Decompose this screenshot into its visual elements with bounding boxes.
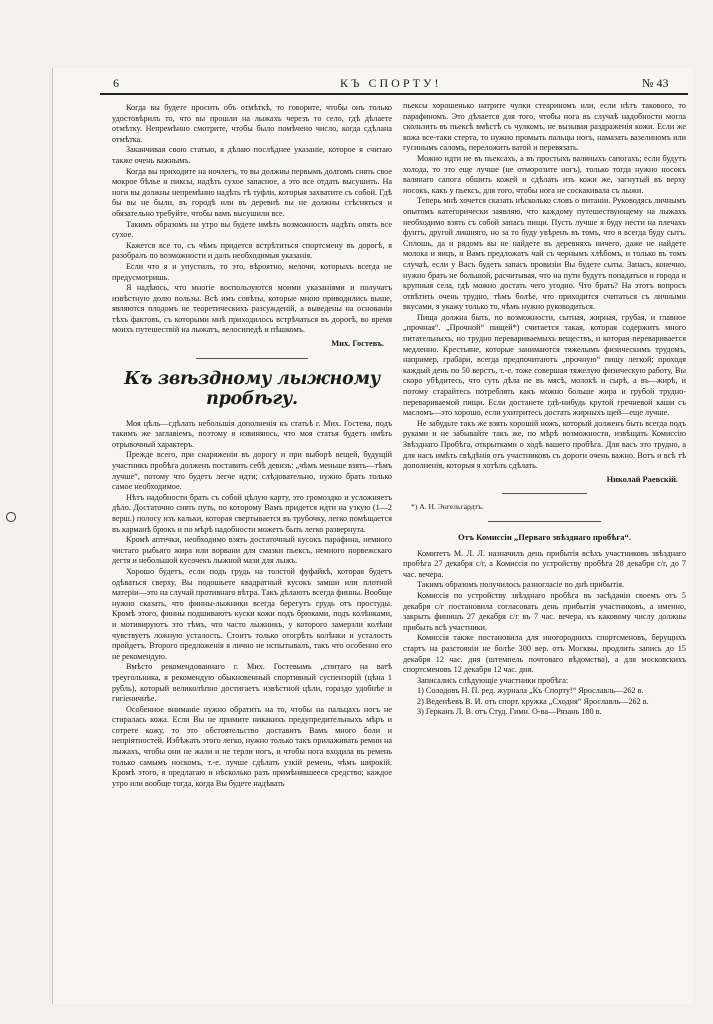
paragraph: Можно идти не въ пьексахъ, а въ простыхъ валяныхъ сапогахъ; если будутъ холода, то это еще лучше (не отморозите ногъ), только тогда нужно носокъ валянаго сапога обшить кожей и сдѣлать изъ кожи же, загнутый въ верху носокъ, какъ у пьексъ, для того, чтобы нога не соскакивала съ лыжи. (403, 153, 686, 195)
paragraph: Когда вы приходите на ночлегъ, то вы должны первымъ долгомъ снять свое мокрое бѣлье и пиксы, надѣть сухое запасное, а это все отдать высушить. На ноги вы должны непремѣнно надѣть тѣ туфли, которыя захватите съ собой. Гдѣ бы вы не были, въ городѣ или въ деревнѣ вы не должны стѣсняться и обязательно требуйте, чтобы вамъ высушили все. (112, 166, 392, 218)
paragraph: Я надѣюсь, что многіе воспользуются моими указаніями и получатъ извѣстную долю пользы. Всѣ имъ совѣты, которые мною приводились выше, являются плодомъ не теоретическихъ разсужденій, а выведены на основаніи тѣхъ фактовъ, съ которыми мнѣ приходилось встрѣчаться въ дорогѣ, во время моихъ путешествій на лыжатъ, велосипедѣ и пѣшкомъ. (112, 283, 392, 335)
right-column (403, 101, 686, 718)
list-item: 1) Солодовъ Н. П. ред. журнала „Къ Спорту!“ Ярославль—262 в. (417, 686, 644, 696)
paragraph: Нѣтъ надобности брать съ собой цѣлую карту, это громоздко и усложняетъ дѣло. Достаточно снять путь, по которому Вамъ придется идти на узкую (1—2 верш.) полосу изъ кальки, которая свертывается въ трубочку, легко помѣщается въ карманѣ брюкъ и по мѣрѣ надобности можетъ быть легко развернута. (112, 492, 392, 534)
paragraph: Если что я и упустилъ, то это, вѣроятно, мелочи, которыхъ всегда не предусмотришь. (112, 261, 392, 282)
paragraph: Вмѣсто рекомендованнаго г. Мих. Гостевымъ „спитаго на ватѣ треугольника, я рекомендую обыкновенный спортивный суспензорій (цѣна 1 рубль), который великолѣпно достигаетъ извѣстной цѣли, гораздо удобнѣе и гигіеничнѣе. (112, 662, 392, 704)
paragraph: Такимъ образомъ на утро вы будете имѣть возможность надѣть опять все сухое. (112, 219, 392, 240)
paragraph: Записались слѣдующіе участники пробѣга: (417, 675, 569, 685)
paragraph: Особенное вниманіе нужно обратить на то, чтобы на пальцахъ ногъ не стиралась кожа. Если Вы не примите никакихъ предупредительныхъ мѣръ и сотрете кожу, то это обстоятельство доставитъ Вамъ много боли и непріятностей. Избѣжать этого легко, нужно только такъ прилаживать ремни на лыжахъ, чтобы они не жали и не терли ногъ, и чтобы нога входила въ ремень только самымъ носкомъ, т.-е. лучше сдѣлать узкій ремень, чѣмъ широкій. Кромѣ этого, я предлагаю и нѣсколько разъ примѣнявшееся средство; каждое утро или вообще тогда, когда Вы будете надѣвать (112, 704, 392, 788)
issue-number: № 43 (642, 76, 669, 90)
paragraph: Когда вы будете просить объ отмѣткѣ, то говорите, чтобы онъ только удостовѣрилъ то, что вы прошли на лыжахъ черезъ то село, гдѣ дѣлаете отмѣтку. Непремѣнно смотрите, чтобы было помѣчено число, когда сдѣлана отмѣтка. (112, 103, 392, 144)
paragraph: Комитетъ М. Л. Л. назначилъ день прибытія всѣхъ участниковъ звѣзднаго пробѣга 27 декабря с/г, а Комиссія по устройству пробѣга 28 декабря с/г, до 7 час. вечера. (403, 548, 686, 579)
header-rule (100, 93, 688, 95)
paragraph: Комиссія также постановила для иногороднихъ спортсменовъ, берущихъ стартъ на разстояніи не болѣе 300 вер. отъ Москвы, продлить запись до 15 декабря 12 час. дня (штемпель почтоваго вѣдомства), а для московскихъ спортсменовъ 12 декабря 12 час. дня. (403, 633, 686, 675)
paragraph: пьексы хорошенько натрите чулки стеариномъ или, если нѣтъ такового, то парафиномъ. Это дѣлается для того, чтобы нога въ случаѣ надобности могла скользить въ пьексѣ вмѣстѣ съ чулкомъ, не вызывая раздраженія кожи. Если же кожа все-таки стерта, то нужно промыть пальцы ногъ, намазать вазелиномъ или гусинымъ саломъ, переложить ватой и перевязать. (403, 101, 686, 153)
paragraph: Хорошо будетъ, если подъ грудь на толстой фуфайкѣ, которая будетъ одѣваться сверху, Вы подошьете квадратный кусокъ замши или плотной матеріи—это на случай противнаго вѣтра. Такъ дѣлаютъ всегда финны. Вообще нужно сказать, что финны-лыжники всегда берегутъ грудь отъ простуды. Кромѣ этого, финны подшиваютъ куски кожи подъ брюками, подъ колѣнками, и мотивируютъ это тѣмъ, что часто лыжникъ, у которого замерзли колѣни чувствуетъ ложную усталость. Стоитъ только отогрѣть колѣнки и усталость пройдетъ. Второго предложенія я лично не испытывалъ, такъ что особенно его не рекомендую. (112, 566, 392, 661)
paragraph: Прежде всего, при снаряженіи въ дорогу и при выборѣ вещей, будущій участникъ пробѣга долженъ поставить себѣ девизъ: „чѣмъ меньше взять—тѣмъ лучше“, потому что будетъ легче идти; слѣдовательно, нужно брать только самое необходимое. (112, 450, 392, 492)
paragraph: Такимъ образомъ получилось разногласіе по днѣ прибытія. (417, 580, 625, 590)
paragraph: Кромѣ аптечки, необходимо взять достаточный кусокъ парафина, немного чистаго рыбьяго жира или ворвани для смазки пьексъ, немного норвежскаго дегтя и небольшой кусочекъ лыжной мази для лыжъ. (112, 535, 392, 566)
article-headline: Къ звѣздному лыжному пробѣгу. (124, 368, 380, 409)
divider (488, 521, 601, 522)
footnote-divider (502, 493, 587, 494)
paragraph: Моя цѣль—сдѣлать небольшія дополненія къ статьѣ г. Мих. Гостева, подъ такимъ же заглавіемъ, поэтому я извиняюсь, что моя статья будетъ имѣть отрывочный характеръ. (112, 418, 392, 449)
paragraph: Пища должна быть, по возможности, сытная, жирная, грубая, и главное „прочная“. „Прочной“ пищей*) считается такая, которая содержитъ много питательныхъ, но трудно перевариваемыхъ веществъ, и которая переваривается медленно. Крестьяне, которые занимаются тяжелымъ физическимъ трудомъ, например, грабари, всегда предпочитаютъ „прочную“ пищу легкой; проходя каждый день по 50 верстъ, т.-е. тоже совершая тяжелую физическую работу, Вы скоро убѣдитесь, что суть дѣла не въ мясѣ, молокѣ и сырѣ, а въ—жирѣ, и потому старайтесь потреблять какъ можно больше жира и грубой трудно-перевариваемой пищи. Если достанете гдѣ-нибудь крутой гречневой каши съ масломъ—это хорошо, если ухитритесь достать жирныхъ щей—еще лучше. (403, 312, 686, 418)
list-item: 3) Герканъ Л. В. отъ Студ. Гимн. О-ва—Рязань 180 в. (417, 707, 602, 717)
binding-hole (6, 512, 16, 522)
page-number: 6 (113, 76, 119, 90)
paragraph: Теперь мнѣ хочется сказать нѣсколько словъ о питаніи. Руководясь личнымъ опытомъ категорически заявляю, что каждому путешествующему на лыжахъ необходимо взять съ собой запасъ пищи. Пусть лучше я буду нести на плечахъ фунтъ, другой лишняго, но за то буду увѣренъ въ томъ, что я всегда буду сытъ. Сплошь, да и рядомъ вы не найдете въ деревняхъ ничего, даже не найдете молока и яицъ, и Вамъ предложатъ чай съ чернымъ хлѣбомъ, и только въ томъ случаѣ, если у Васъ будетъ запасъ провизіи Вы будете сыты. Запасъ, конечно, нужно брать не большой, расчитывая, что на пути будутъ попадаться и города и крупныя села, гдѣ можно достать чего угодно. Что брать? На этотъ вопросъ отвѣтить очень трудно, тѣмъ болѣе, что приходится считаться съ личными вкусами, я укажу только то, чѣмъ нужно руководиться. (403, 196, 686, 312)
paragraph: Заканчивая свою статью, я дѣлаю послѣднее указаніе, которое я считаю также очень важнымъ. (112, 145, 392, 165)
footnote: *) А. Н. Энгельгардтъ. (411, 502, 484, 512)
section-heading: Отъ Комиссіи „Перваго звѣзднаго пробѣга“. (458, 531, 631, 542)
author-signature: Николай Раевскій. (606, 474, 678, 484)
journal-title: КЪ СПОРТУ! (340, 76, 442, 90)
paragraph: Комиссія по устройству звѣзднаго пробѣга въ засѣданіи своемъ отъ 5 декабря с/г постановила согласовать день прибытія участниковъ, а именно, закрыть финишъ 27 декабря с/г въ 7 час. вечера, къ каковому числу должны прибыть всѣ участники. (403, 590, 686, 632)
paragraph: Кажется все то, съ чѣмъ придется встрѣтиться спортсмену въ дорогѣ, я разобралъ по возможности и далъ необходимыя указанія. (112, 240, 392, 261)
list-item: 2) Веденѣевъ В. И. отъ спорт. кружка „Сходня“ Ярославль—262 в. (417, 696, 649, 706)
author-signature: Мих. Гостевъ. (331, 339, 384, 349)
paragraph: Не забудьте такъ же взять хорошій ножъ, который долженъ быть всегда подъ руками и не забывайте такъ же, по мѣрѣ возможности, извѣщать Комиссію Звѣзднаго Пробѣга, открытками о ходѣ вашего пробѣга. Для васъ это трудно, а для насъ имѣть свѣдѣнія отъ участниковъ съ дороги очень важно. Вотъ и всѣ тѣ дополненія, которыя я хотѣлъ сдѣлать. (403, 418, 686, 471)
participants-list (403, 686, 686, 718)
left-column (112, 103, 392, 789)
divider (196, 358, 308, 359)
